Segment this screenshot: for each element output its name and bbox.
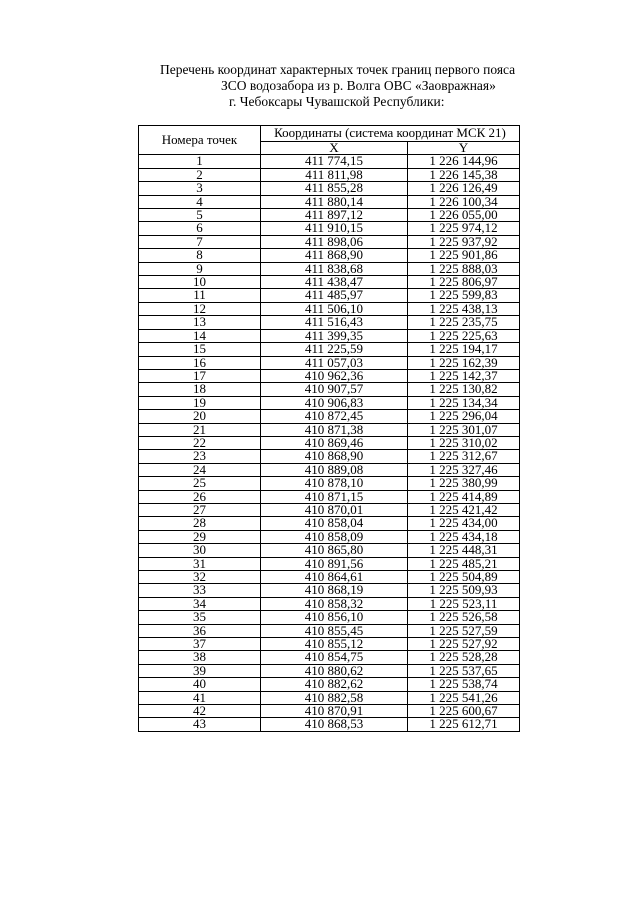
x-coordinate-cell: 410 906,83 xyxy=(261,396,408,409)
point-number-cell: 1 xyxy=(139,155,261,168)
x-coordinate-cell: 410 854,75 xyxy=(261,651,408,664)
x-coordinate-cell: 410 856,10 xyxy=(261,611,408,624)
point-number-cell: 35 xyxy=(139,611,261,624)
point-number-cell: 2 xyxy=(139,168,261,181)
y-coordinate-cell: 1 225 434,18 xyxy=(408,530,520,543)
y-coordinate-cell: 1 225 438,13 xyxy=(408,302,520,315)
y-coordinate-cell: 1 225 327,46 xyxy=(408,463,520,476)
point-number-cell: 18 xyxy=(139,383,261,396)
coordinates-table xyxy=(138,125,520,732)
document-title xyxy=(0,62,640,110)
point-number-cell: 8 xyxy=(139,249,261,262)
y-coordinate-cell: 1 225 162,39 xyxy=(408,356,520,369)
x-coordinate-cell: 411 506,10 xyxy=(261,302,408,315)
point-number-cell: 24 xyxy=(139,463,261,476)
x-coordinate-cell: 411 438,47 xyxy=(261,276,408,289)
point-number-cell: 21 xyxy=(139,423,261,436)
y-coordinate-cell: 1 225 130,82 xyxy=(408,383,520,396)
y-coordinate-cell: 1 225 901,86 xyxy=(408,249,520,262)
y-coordinate-cell: 1 225 142,37 xyxy=(408,369,520,382)
point-number-cell: 15 xyxy=(139,343,261,356)
x-coordinate-cell: 411 868,90 xyxy=(261,249,408,262)
point-number-cell: 20 xyxy=(139,410,261,423)
x-coordinate-cell: 410 868,90 xyxy=(261,450,408,463)
y-coordinate-cell: 1 225 937,92 xyxy=(408,235,520,248)
point-number-cell: 26 xyxy=(139,490,261,503)
x-coordinate-cell: 410 882,62 xyxy=(261,678,408,691)
x-coordinate-cell: 410 872,45 xyxy=(261,410,408,423)
x-coordinate-cell: 411 399,35 xyxy=(261,329,408,342)
y-coordinate-cell: 1 225 421,42 xyxy=(408,503,520,516)
point-number-cell: 30 xyxy=(139,544,261,557)
point-number-cell: 33 xyxy=(139,584,261,597)
x-coordinate-cell: 411 910,15 xyxy=(261,222,408,235)
y-coordinate-cell: 1 225 527,59 xyxy=(408,624,520,637)
point-number-cell: 19 xyxy=(139,396,261,409)
point-number-cell: 38 xyxy=(139,651,261,664)
x-coordinate-cell: 410 907,57 xyxy=(261,383,408,396)
x-coordinate-cell: 411 057,03 xyxy=(261,356,408,369)
x-coordinate-cell: 410 870,91 xyxy=(261,705,408,718)
y-coordinate-cell: 1 225 526,58 xyxy=(408,611,520,624)
x-coordinate-cell: 411 774,15 xyxy=(261,155,408,168)
title-line-2: ЗСО водозабора из р. Волга ОВС «Заовражная» xyxy=(221,78,496,93)
y-column-header: Y xyxy=(408,142,520,155)
point-number-cell: 22 xyxy=(139,436,261,449)
y-coordinate-cell: 1 226 144,96 xyxy=(408,155,520,168)
x-coordinate-cell: 410 868,19 xyxy=(261,584,408,597)
x-coordinate-cell: 410 865,80 xyxy=(261,544,408,557)
point-number-cell: 17 xyxy=(139,369,261,382)
x-coordinate-cell: 410 868,53 xyxy=(261,718,408,731)
x-coordinate-cell: 411 880,14 xyxy=(261,195,408,208)
point-number-cell: 4 xyxy=(139,195,261,208)
table-row xyxy=(139,718,520,731)
point-number-cell: 7 xyxy=(139,235,261,248)
y-coordinate-cell: 1 225 310,02 xyxy=(408,436,520,449)
x-coordinate-cell: 411 485,97 xyxy=(261,289,408,302)
coordinates-group-header: Координаты (система координат МСК 21) xyxy=(261,126,520,142)
y-coordinate-cell: 1 225 600,67 xyxy=(408,705,520,718)
table-header xyxy=(139,126,520,155)
x-coordinate-cell: 411 225,59 xyxy=(261,343,408,356)
y-coordinate-cell: 1 225 806,97 xyxy=(408,276,520,289)
x-coordinate-cell: 410 871,38 xyxy=(261,423,408,436)
x-coordinate-cell: 410 871,15 xyxy=(261,490,408,503)
point-number-cell: 11 xyxy=(139,289,261,302)
y-coordinate-cell: 1 225 612,71 xyxy=(408,718,520,731)
y-coordinate-cell: 1 225 194,17 xyxy=(408,343,520,356)
x-column-header: X xyxy=(261,142,408,155)
point-number-cell: 34 xyxy=(139,597,261,610)
y-coordinate-cell: 1 225 538,74 xyxy=(408,678,520,691)
y-coordinate-cell: 1 225 296,04 xyxy=(408,410,520,423)
x-coordinate-cell: 410 869,46 xyxy=(261,436,408,449)
table-row xyxy=(139,343,520,356)
x-coordinate-cell: 410 880,62 xyxy=(261,664,408,677)
y-coordinate-cell: 1 225 134,34 xyxy=(408,396,520,409)
y-coordinate-cell: 1 225 414,89 xyxy=(408,490,520,503)
y-coordinate-cell: 1 225 541,26 xyxy=(408,691,520,704)
point-number-cell: 9 xyxy=(139,262,261,275)
y-coordinate-cell: 1 225 504,89 xyxy=(408,571,520,584)
point-number-cell: 31 xyxy=(139,557,261,570)
title-line-3: г. Чебоксары Чувашской Республики: xyxy=(229,94,445,109)
x-coordinate-cell: 410 891,56 xyxy=(261,557,408,570)
y-coordinate-cell: 1 225 434,00 xyxy=(408,517,520,530)
x-coordinate-cell: 410 855,12 xyxy=(261,638,408,651)
x-coordinate-cell: 411 855,28 xyxy=(261,182,408,195)
title-line-1: Перечень координат характерных точек границ первого пояса xyxy=(160,62,516,77)
x-coordinate-cell: 410 855,45 xyxy=(261,624,408,637)
x-coordinate-cell: 411 516,43 xyxy=(261,316,408,329)
y-coordinate-cell: 1 225 485,21 xyxy=(408,557,520,570)
point-number-cell: 28 xyxy=(139,517,261,530)
y-coordinate-cell: 1 225 380,99 xyxy=(408,477,520,490)
x-coordinate-cell: 410 878,10 xyxy=(261,477,408,490)
point-number-cell: 27 xyxy=(139,503,261,516)
y-coordinate-cell: 1 225 974,12 xyxy=(408,222,520,235)
point-number-cell: 39 xyxy=(139,664,261,677)
y-coordinate-cell: 1 225 537,65 xyxy=(408,664,520,677)
y-coordinate-cell: 1 225 235,75 xyxy=(408,316,520,329)
point-number-cell: 25 xyxy=(139,477,261,490)
point-number-cell: 14 xyxy=(139,329,261,342)
point-number-cell: 43 xyxy=(139,718,261,731)
x-coordinate-cell: 410 864,61 xyxy=(261,571,408,584)
point-number-cell: 29 xyxy=(139,530,261,543)
x-coordinate-cell: 410 889,08 xyxy=(261,463,408,476)
y-coordinate-cell: 1 225 448,31 xyxy=(408,544,520,557)
y-coordinate-cell: 1 225 888,03 xyxy=(408,262,520,275)
x-coordinate-cell: 411 811,98 xyxy=(261,168,408,181)
x-coordinate-cell: 410 962,36 xyxy=(261,369,408,382)
y-coordinate-cell: 1 225 509,93 xyxy=(408,584,520,597)
point-number-cell: 23 xyxy=(139,450,261,463)
y-coordinate-cell: 1 225 301,07 xyxy=(408,423,520,436)
x-coordinate-cell: 411 898,06 xyxy=(261,235,408,248)
x-coordinate-cell: 410 858,32 xyxy=(261,597,408,610)
point-number-header: Номера точек xyxy=(139,126,261,155)
point-number-cell: 10 xyxy=(139,276,261,289)
point-number-cell: 37 xyxy=(139,638,261,651)
x-coordinate-cell: 411 897,12 xyxy=(261,209,408,222)
point-number-cell: 12 xyxy=(139,302,261,315)
y-coordinate-cell: 1 226 055,00 xyxy=(408,209,520,222)
y-coordinate-cell: 1 225 528,28 xyxy=(408,651,520,664)
point-number-cell: 36 xyxy=(139,624,261,637)
table-body xyxy=(139,155,520,731)
point-number-cell: 16 xyxy=(139,356,261,369)
y-coordinate-cell: 1 226 100,34 xyxy=(408,195,520,208)
point-number-cell: 3 xyxy=(139,182,261,195)
x-coordinate-cell: 410 882,58 xyxy=(261,691,408,704)
y-coordinate-cell: 1 226 126,49 xyxy=(408,182,520,195)
y-coordinate-cell: 1 225 527,92 xyxy=(408,638,520,651)
point-number-cell: 6 xyxy=(139,222,261,235)
point-number-cell: 41 xyxy=(139,691,261,704)
y-coordinate-cell: 1 225 225,63 xyxy=(408,329,520,342)
x-coordinate-cell: 410 858,04 xyxy=(261,517,408,530)
x-coordinate-cell: 410 870,01 xyxy=(261,503,408,516)
point-number-cell: 40 xyxy=(139,678,261,691)
point-number-cell: 13 xyxy=(139,316,261,329)
x-coordinate-cell: 410 858,09 xyxy=(261,530,408,543)
point-number-cell: 42 xyxy=(139,705,261,718)
y-coordinate-cell: 1 225 599,83 xyxy=(408,289,520,302)
x-coordinate-cell: 411 838,68 xyxy=(261,262,408,275)
y-coordinate-cell: 1 226 145,38 xyxy=(408,168,520,181)
point-number-cell: 32 xyxy=(139,571,261,584)
point-number-cell: 5 xyxy=(139,209,261,222)
y-coordinate-cell: 1 225 523,11 xyxy=(408,597,520,610)
y-coordinate-cell: 1 225 312,67 xyxy=(408,450,520,463)
